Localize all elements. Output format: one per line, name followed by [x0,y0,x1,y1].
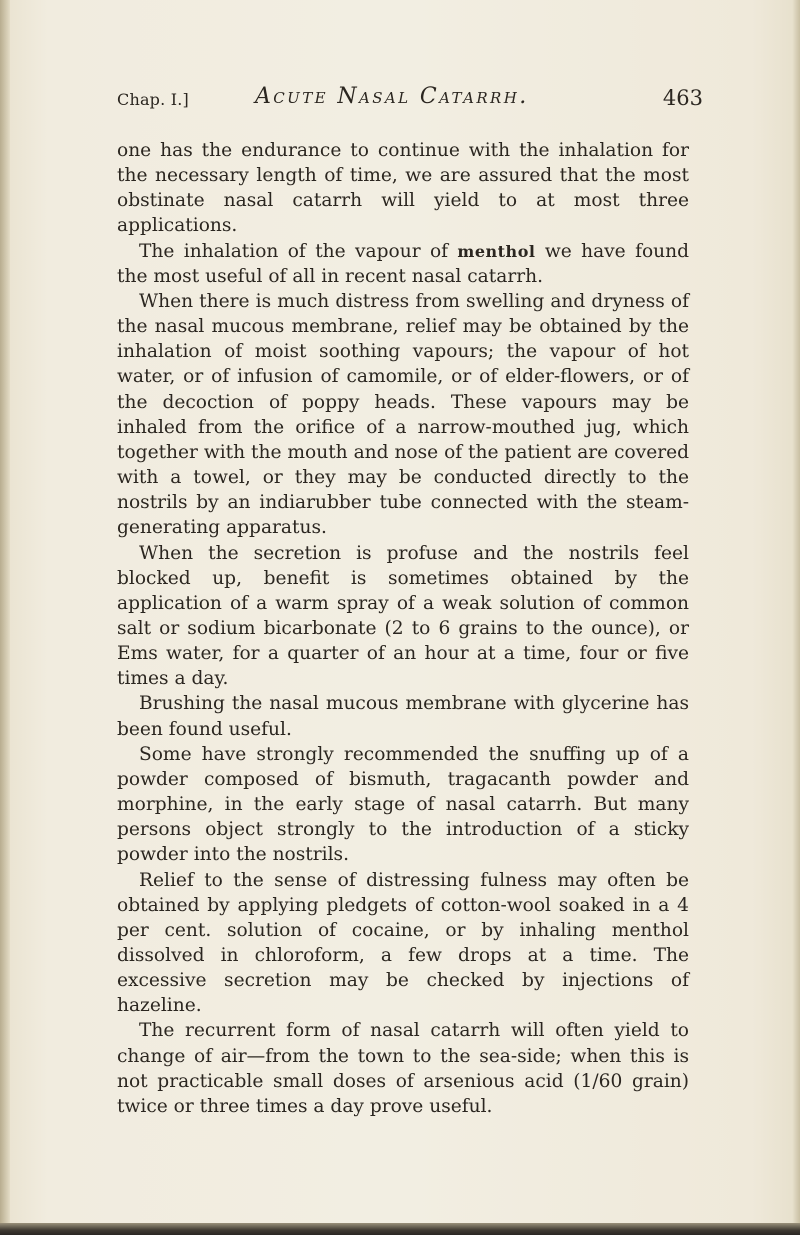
paragraph: When the secretion is profuse and the nostrils feel blocked up, benefit is sometimes obtained by the application of a warm spray of a weak solution of common salt or sodium bicarbonate (2 to 6 grains to the ounce), or Ems water, for a quarter of an hour at a time, four or five times a day. [117,542,689,690]
paragraph: Relief to the sense of distressing fulness may often be obtained by applying pledgets of cotton-wool soaked in a 4 per cent. solution of cocaine, or by inhaling menthol dissolved in chloroform, a few drops at a time. The excessive secretion may be checked by injections of hazeline. [117,869,689,1017]
page-number: 463 [662,86,703,110]
body-text [117,138,689,1119]
paragraph: Brushing the nasal mucous membrane with glycerine has been found useful. [117,693,689,740]
page-bottom-edge [0,1223,800,1235]
running-title: Acute Nasal Catarrh. [255,84,529,109]
paragraph: When there is much distress from swelling and dryness of the nasal mucous membrane, relief may be obtained by the inhalation of moist soothing vapours; the vapour of hot water, or of infusion of camomile, or of elder-flowers, or of the decoction of poppy heads. These vapours may be inhaled from the orifice of a narrow-mouthed jug, which together with the mouth and nose of the patient are covered with a towel, or they may be conducted directly to the nostrils by an indiarubber tube connected with the steam-generating apparatus. [117,290,689,539]
bold-term: menthol [457,241,536,261]
paragraph-text: The inhalation of the vapour of [139,240,458,262]
page-spine-shadow [0,0,10,1235]
paragraph: one has the endurance to continue with the inhalation for the necessary length of time, we are assured that the most obstinate nasal catarrh will yield to at most three applications. [117,140,689,237]
paragraph-text: we have found the most useful of all in recent nasal catarrh. [117,240,689,287]
chapter-label: Chap. I.] [117,90,189,109]
paragraph: Some have strongly recommended the snuffing up of a powder composed of bismuth, tragacanth powder and morphine, in the early stage of nasal catarrh. But many persons object strongly to the introduction of a sticky powder into the nostrils. [117,743,689,866]
paragraph: The recurrent form of nasal catarrh will often yield to change of air—from the town to the sea-side; when this is not practicable small doses of arsenious acid (1/60 grain) twice or three times a day prove useful. [117,1020,689,1117]
paragraph [117,239,689,289]
page-edge-shadow [792,0,800,1235]
running-header [117,84,717,114]
